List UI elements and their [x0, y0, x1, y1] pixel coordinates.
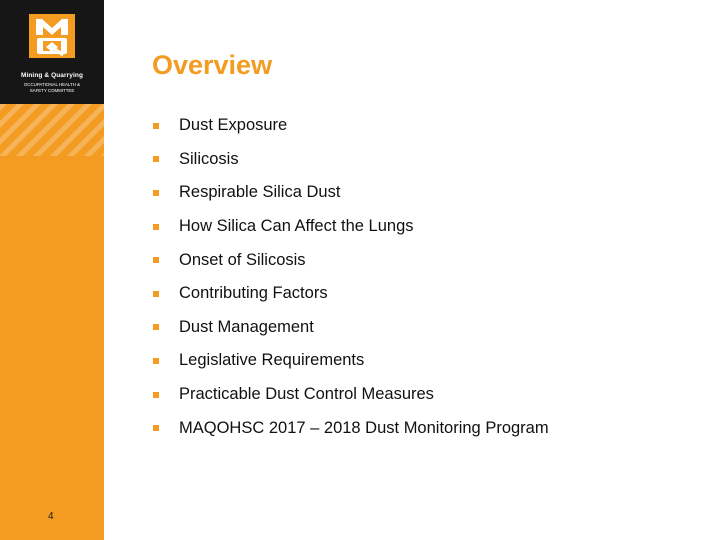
list-item-label: Dust Management	[179, 317, 314, 336]
list-item	[152, 210, 549, 244]
list-item-label: Dust Exposure	[179, 116, 288, 135]
logo-subtitle-2: SAFETY COMMITTEE	[29, 88, 75, 93]
logo-name: Mining & Quarrying	[20, 72, 84, 79]
logo-mark-icon	[29, 14, 75, 58]
list-item-label: How Silica Can Affect the Lungs	[179, 217, 414, 236]
logo	[0, 0, 104, 104]
stripe-pattern	[0, 104, 104, 156]
bullet-icon	[153, 425, 159, 431]
bullet-icon	[153, 358, 159, 364]
bullet-icon	[153, 257, 159, 263]
bullet-icon	[153, 392, 159, 398]
slide-title: Overview	[152, 50, 273, 80]
list-item-label: Practicable Dust Control Measures	[179, 385, 434, 404]
bullet-icon	[153, 156, 159, 162]
list-item-label: Respirable Silica Dust	[179, 183, 341, 202]
list-item	[152, 109, 549, 143]
sidebar	[0, 0, 104, 540]
list-item	[152, 344, 549, 378]
list-item	[152, 277, 549, 311]
bullet-icon	[153, 190, 159, 196]
list-item	[152, 411, 549, 445]
list-item-label: MAQOHSC 2017 – 2018 Dust Monitoring Program	[179, 418, 549, 437]
logo-subtitle-1: OCCUPATIONAL HEALTH &	[23, 82, 81, 87]
list-item-label: Silicosis	[179, 149, 239, 168]
list-item-label: Onset of Silicosis	[179, 250, 306, 269]
list-item	[152, 378, 549, 412]
list-item	[152, 243, 549, 277]
list-item	[152, 176, 549, 210]
bullet-icon	[153, 324, 159, 330]
bullet-icon	[153, 291, 159, 297]
list-item	[152, 311, 549, 345]
overview-list	[152, 109, 549, 445]
list-item-label: Legislative Requirements	[179, 351, 365, 370]
page-number: 4	[48, 511, 54, 522]
list-item	[152, 143, 549, 177]
list-item-label: Contributing Factors	[179, 284, 328, 303]
bullet-icon	[153, 224, 159, 230]
bullet-icon	[153, 123, 159, 129]
